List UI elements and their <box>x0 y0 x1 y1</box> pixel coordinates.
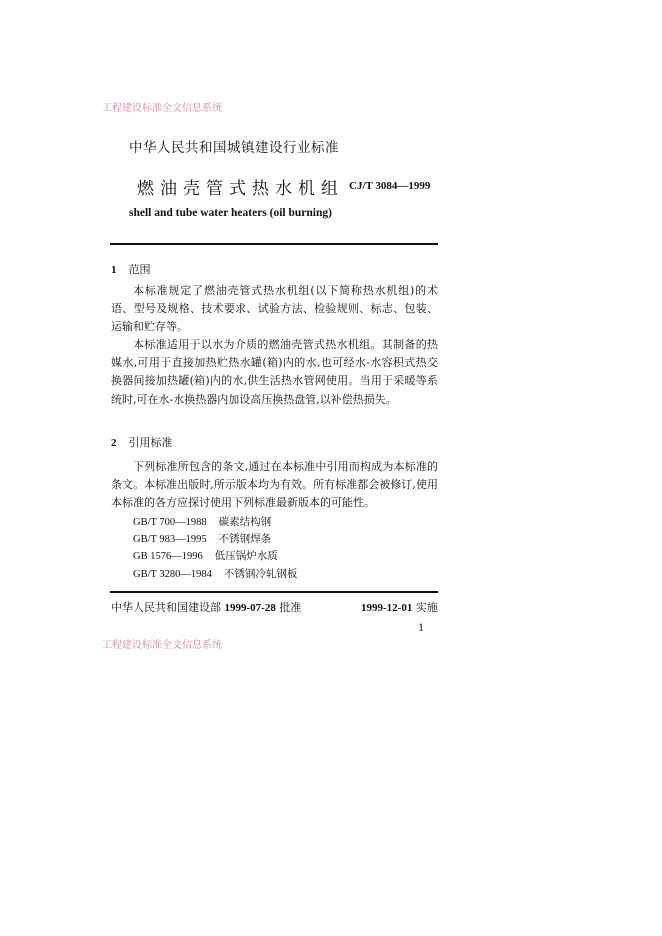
reference-code: GB/T 700—1988 <box>133 517 207 528</box>
header-rule <box>110 243 438 245</box>
reference-item <box>133 514 271 529</box>
reference-item <box>133 566 297 581</box>
section-number: 2 <box>111 437 117 449</box>
reference-item <box>133 531 271 546</box>
standard-code: CJ/T 3084—1999 <box>349 180 431 192</box>
english-title: shell and tube water heaters (oil burning) <box>129 207 332 219</box>
section-title: 范围 <box>128 263 151 276</box>
reference-item <box>133 548 278 563</box>
reference-code: GB 1576—1996 <box>133 551 203 562</box>
standard-title: 燃油壳管式热水机组 <box>137 179 344 199</box>
section-heading-1 <box>111 261 151 277</box>
section-number: 1 <box>111 264 117 276</box>
approve-date: 1999-07-28 <box>224 602 276 614</box>
section-title: 引用标准 <box>128 436 173 449</box>
reference-code: GB/T 983—1995 <box>133 534 207 545</box>
reference-title: 碳素结构钢 <box>218 516 272 528</box>
approve-suffix: 批准 <box>279 601 302 614</box>
effective-line <box>361 599 438 615</box>
effective-suffix: 实施 <box>415 601 438 614</box>
watermark-top: 工程建设标准全文信息系统 <box>102 103 222 114</box>
reference-title: 不锈钢冷轧钢板 <box>223 568 298 580</box>
reference-code: GB/T 3280—1984 <box>133 569 212 580</box>
section-1-paragraph-1: 本标准规定了燃油壳管式热水机组(以下简称热水机组)的术语、型号及规格、技术要求、试验方法、检验规则、标志、包装、运输和贮存等。 <box>111 284 438 334</box>
page-number: 1 <box>418 620 424 634</box>
watermark-bottom: 工程建设标准全文信息系统 <box>102 640 222 651</box>
effective-date: 1999-12-01 <box>361 602 413 614</box>
issuing-agency: 中华人民共和国城镇建设行业标准 <box>129 140 339 156</box>
footer-rule <box>110 591 438 593</box>
approver: 中华人民共和国建设部 <box>111 601 221 614</box>
reference-title: 低压锅炉水质 <box>214 550 278 562</box>
approval-line <box>111 599 301 615</box>
section-2-paragraph-1: 下列标准所包含的条文,通过在本标准中引用而构成为本标准的条文。本标准出版时,所示版本均为有效。所有标准都会被修订,使用本标准的各方应探讨使用下列标准最新版本的可能性。 <box>111 460 438 510</box>
section-1-paragraph-2: 本标准适用于以水为介质的燃油壳管式热水机组。其制备的热媒水,可用于直接加热贮热水罐(箱)内的水,也可经水-水容积式热交换器间接加热罐(箱)内的水,供生活热水管网使用。当用于采暖等系统时,可在水-水换热器内加设高压换热盘管,以补偿热损失。 <box>111 338 438 406</box>
section-heading-2 <box>111 434 173 450</box>
reference-title: 不锈钢焊条 <box>218 533 272 545</box>
